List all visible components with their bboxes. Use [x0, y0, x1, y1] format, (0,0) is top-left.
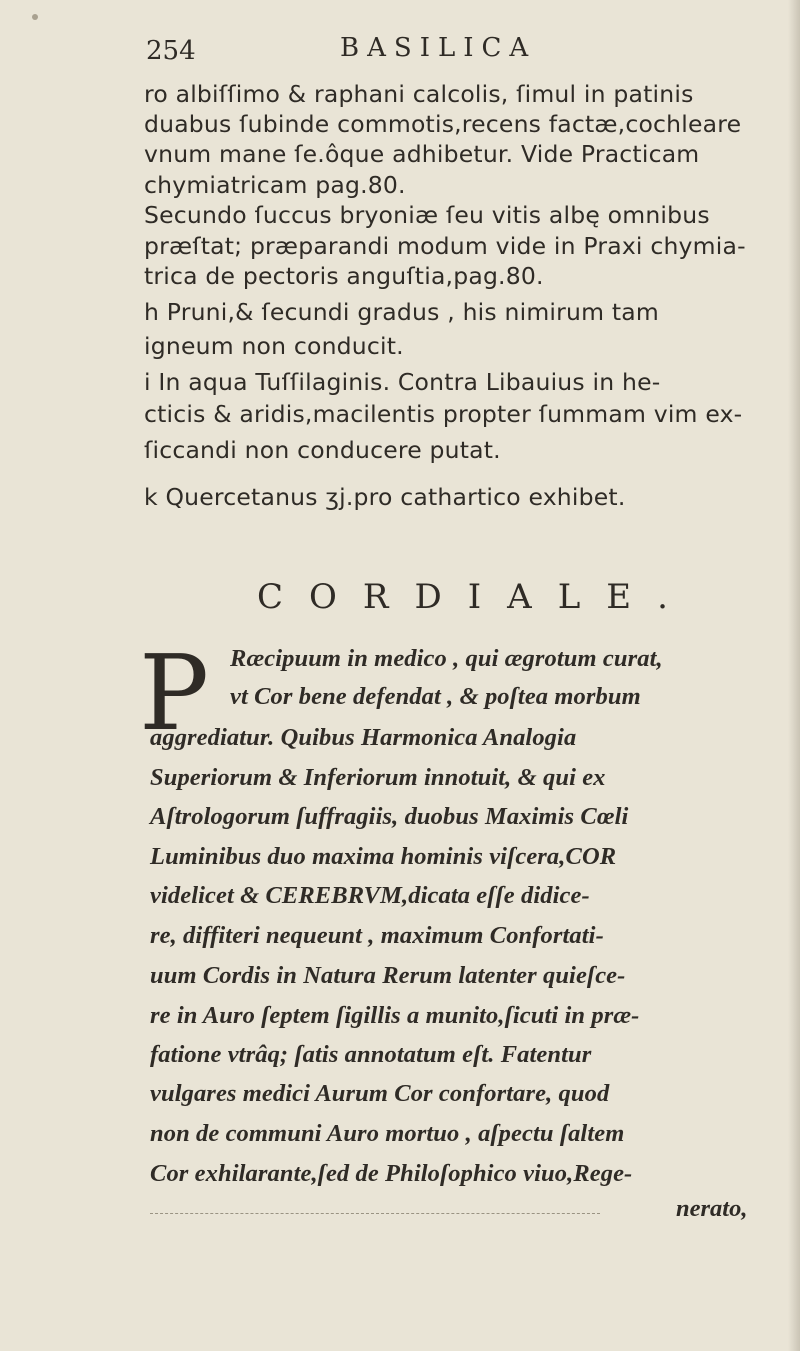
text-line: Superiorum & Inferiorum innotuit, & qui ex [150, 764, 606, 791]
text-line: Ræcipuum in medico , qui ægrotum curat, [230, 645, 663, 672]
text-line: Luminibus duo maxima hominis viſcera,COR [150, 843, 617, 870]
text-line: non de communi Auro mortuo , aſpectu ſaltem [150, 1120, 625, 1147]
text-line: uum Cordis in Natura Rerum latenter quieſce- [150, 962, 626, 989]
text-line: chymiatricam pag.80. [144, 171, 406, 199]
text-line: vnum mane ſe.ôque adhibetur. Vide Practicam [144, 140, 700, 168]
text-line: duabus ſubinde commotis,recens factæ,cochleare [144, 110, 742, 138]
page-number: 254 [146, 36, 196, 66]
footnote-line: i In aqua Tuſſilaginis. Contra Libauius in he- [144, 368, 661, 396]
text-line: trica de pectoris anguſtia,pag.80. [144, 262, 544, 290]
text-line: fatione vtrâq; ſatis annotatum eſt. Fatentur [150, 1041, 592, 1068]
text-line: aggrediatur. Quibus Harmonica Analogia [150, 724, 577, 751]
text-line: præſtat; præparandi modum vide in Praxi chymia- [144, 232, 746, 260]
text-line: re in Auro ſeptem ſigillis a munito,ſicuti in præ- [150, 1002, 640, 1029]
text-line: re, diffiteri nequeunt , maximum Confortati- [150, 922, 604, 949]
text-line: videlicet & CEREBRVM,dicata eſſe didice- [150, 882, 590, 909]
running-head: BASILICA [340, 33, 537, 63]
text-line: Secundo ſuccus bryoniæ ſeu vitis albę omnibus [144, 201, 710, 229]
text-line: cticis & aridis,macilentis propter ſummam vim ex- [144, 400, 743, 428]
footnote-line: k Quercetanus ʒj.pro cathartico exhibet. [144, 483, 626, 511]
ink-spot [32, 14, 38, 20]
drop-cap: P [139, 632, 209, 754]
bleed-through-marks [150, 1213, 600, 1214]
text-line: igneum non conducit. [144, 332, 404, 360]
text-line: vulgares medici Aurum Cor confortare, quod [150, 1080, 610, 1107]
text-line: vt Cor bene defendat , & poſtea morbum [230, 683, 641, 710]
text-line: Cor exhilarante,ſed de Philoſophico viuo,Rege- [150, 1160, 633, 1187]
footnote-line: h Pruni,& ſecundi gradus , his nimirum tam [144, 298, 659, 326]
page-edge-shadow [788, 0, 800, 1351]
text-line: ſiccandi non conducere putat. [144, 436, 501, 464]
text-line: Aſtrologorum ſuffragiis, duobus Maximis Cœli [150, 803, 629, 830]
text-line: ro albiſſimo & raphani calcolis, ſimul in patinis [144, 80, 694, 108]
section-heading: CORDIALE. [257, 577, 694, 617]
catchword: nerato, [676, 1195, 748, 1222]
